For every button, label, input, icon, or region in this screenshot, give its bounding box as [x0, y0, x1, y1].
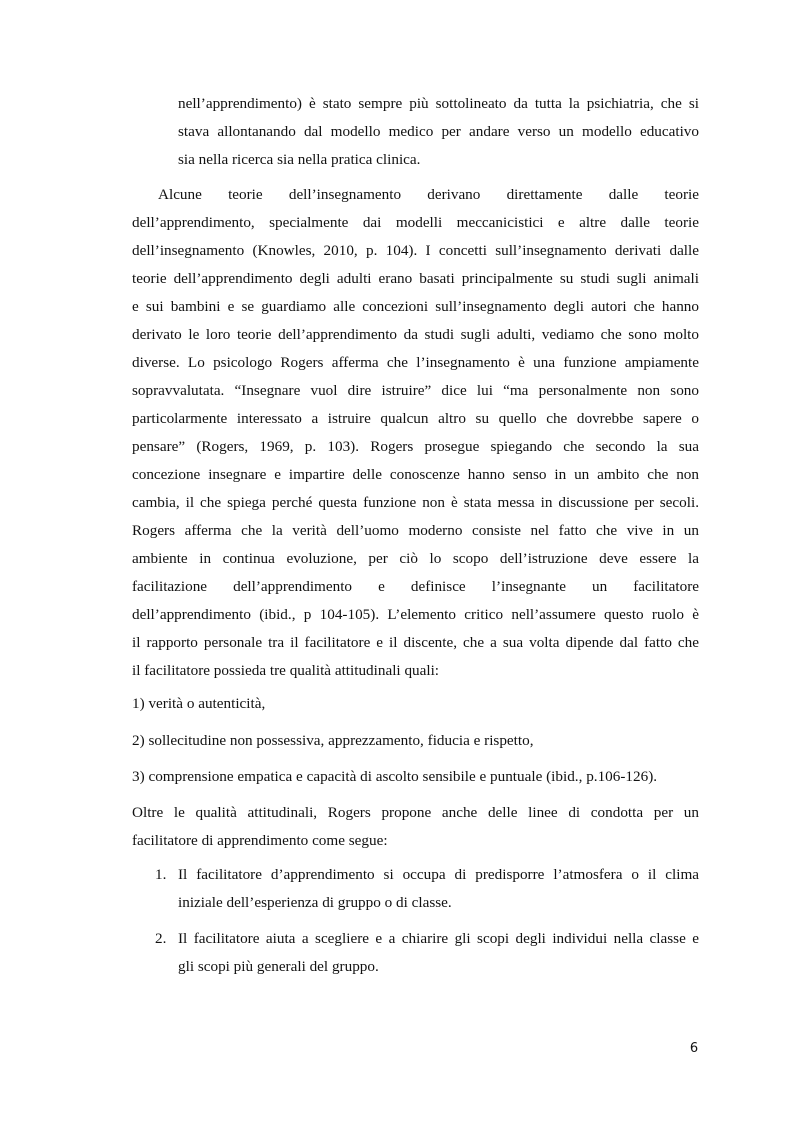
text-line: nell’apprendimento) è stato sempre più sottolineato da tutta la psichiatria, che si: [178, 95, 699, 112]
text-line: facilitazione dell’apprendimento e definisce l’insegnante un facilitatore: [132, 578, 699, 595]
text-line: Il facilitatore aiuta a scegliere e a chiarire gli scopi degli individui nella classe e: [178, 930, 699, 947]
text-line: e sui bambini e se guardiamo alle concezioni sull’insegnamento degli autori che hanno: [132, 298, 699, 315]
text-line: teorie dell’apprendimento degli adulti erano basati principalmente su studi sugli animali: [132, 270, 699, 287]
page-number: 6: [689, 1041, 699, 1056]
text-line: dell’apprendimento (ibid., p 104-105). L’elemento critico nell’assumere questo ruolo è: [132, 606, 699, 623]
text-line: sopravvalutata. “Insegnare vuol dire istruire” dice lui “ma personalmente non sono: [132, 382, 699, 399]
text-line: diverse. Lo psicologo Rogers afferma che l’insegnamento è una funzione ampiamente: [132, 354, 699, 371]
list-number: 2.: [155, 930, 167, 947]
list-item: 2) sollecitudine non possessiva, apprezzamento, fiducia e rispetto,: [132, 732, 534, 749]
list-item: 3) comprensione empatica e capacità di ascolto sensibile e puntuale (ibid., p.106-126).: [132, 768, 658, 785]
text-line: concezione insegnare e impartire delle conoscenze hanno senso in un ambito che non: [132, 466, 699, 483]
text-line: cambia, il che spiega perché questa funzione non è stata messa in discussione per secoli.: [132, 494, 699, 511]
text-line: il facilitatore possieda tre qualità attitudinali quali:: [132, 662, 440, 679]
text-line: pensare” (Rogers, 1969, p. 103). Rogers prosegue spiegando che secondo la sua: [132, 438, 699, 455]
text-line: gli scopi più generali del gruppo.: [178, 958, 379, 975]
text-line: stava allontanando dal modello medico per andare verso un modello educativo: [178, 123, 699, 140]
text-line: facilitatore di apprendimento come segue:: [132, 832, 388, 849]
list-item: 1) verità o autenticità,: [132, 695, 266, 712]
text-line: Oltre le qualità attitudinali, Rogers propone anche delle linee di condotta per un: [132, 804, 699, 821]
text-line: iniziale dell’esperienza di gruppo o di classe.: [178, 894, 452, 911]
text-line: derivato le loro teorie dell’apprendimento da studi sugli adulti, vediamo che sono molto: [132, 326, 699, 343]
text-line: Alcune teorie dell’insegnamento derivano direttamente dalle teorie: [158, 186, 699, 203]
text-line: ambiente in continua evoluzione, per ciò lo scopo dell’istruzione deve essere la: [132, 550, 699, 567]
list-number: 1.: [155, 866, 167, 883]
text-line: particolarmente interessato a istruire qualcun altro su quello che dovrebbe sapere o: [132, 410, 699, 427]
text-line: dell’insegnamento (Knowles, 2010, p. 104). I concetti sull’insegnamento derivati dalle: [132, 242, 699, 259]
text-line: sia nella ricerca sia nella pratica clinica.: [178, 151, 421, 168]
text-line: il rapporto personale tra il facilitatore e il discente, che a sua volta dipende dal fatto che: [132, 634, 699, 651]
text-line: Rogers afferma che la verità dell’uomo moderno consiste nel fatto che vive in un: [132, 522, 699, 539]
text-line: Il facilitatore d’apprendimento si occupa di predisporre l’atmosfera o il clima: [178, 866, 699, 883]
text-line: dell’apprendimento, specialmente dai modelli meccanicistici e altre dalle teorie: [132, 214, 699, 231]
